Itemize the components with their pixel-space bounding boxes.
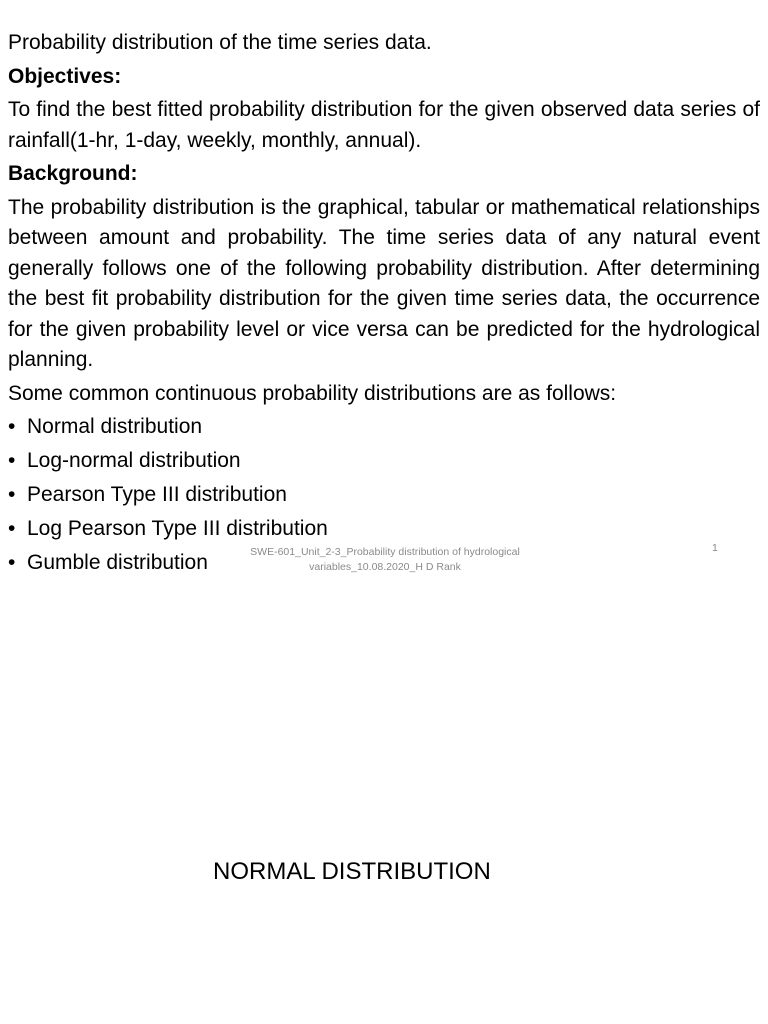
distributions-intro: Some common continuous probability distributions are as follows:	[8, 381, 617, 405]
page-number: 1	[712, 542, 718, 554]
background-label: Background:	[8, 162, 138, 185]
list-item-label: Log-normal distribution	[27, 448, 241, 472]
list-item	[8, 480, 760, 511]
bullet-icon: •	[8, 550, 16, 574]
list-item	[8, 514, 760, 545]
slide-2-title: NORMAL DISTRIBUTION	[213, 858, 491, 885]
list-item	[8, 412, 760, 443]
background-text: The probability distribution is the graphical, tabular or mathematical relationships between amount and probability. The time series data of any natural event generally follows one of the following probability distribution. After determining the best fit probability distribution for the given time series data, the occurrence for the given probability level or vice versa can be predicted for the hydrological planning.	[8, 195, 760, 371]
slide-footer	[220, 545, 550, 575]
list-item	[8, 446, 760, 477]
list-item-label: Normal distribution	[27, 415, 203, 438]
objectives-text: To find the best fitted probability distribution for the given observed data series of rainfall(1-hr, 1-day, weekly, monthly, annual).	[8, 98, 760, 152]
bullet-icon: •	[8, 482, 16, 506]
bullet-icon: •	[8, 448, 16, 472]
slide-heading: Probability distribution of the time series data.	[8, 31, 432, 54]
list-item-label: Gumble distribution	[27, 550, 208, 574]
list-item-label: Pearson Type III distribution	[27, 482, 287, 506]
footer-line-1: SWE-601_Unit_2-3_Probability distribution of hydrological	[250, 546, 520, 558]
bullet-icon: •	[8, 415, 16, 438]
objectives-label: Objectives:	[8, 64, 122, 88]
list-item-label: Log Pearson Type III distribution	[27, 516, 328, 540]
slide-1-content	[8, 28, 760, 581]
footer-line-2: variables_10.08.2020_H D Rank	[309, 561, 461, 573]
bullet-icon: •	[8, 516, 16, 540]
